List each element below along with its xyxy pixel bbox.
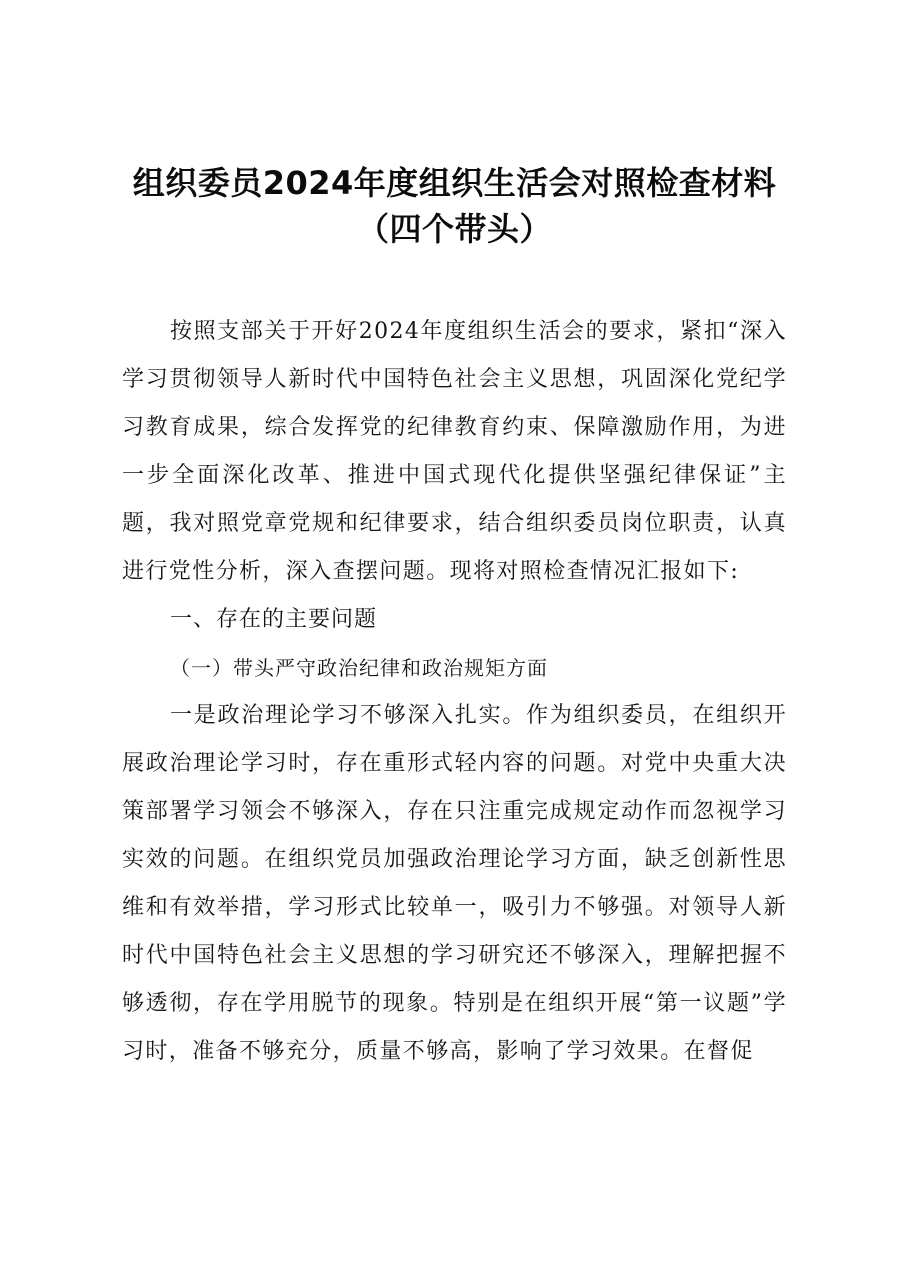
document-title xyxy=(0,160,909,252)
subsection-heading-political-discipline: （一）带头严守政治纪律和政治规矩方面 xyxy=(170,656,548,680)
body-paragraph-theory-study: 一是政治理论学习不够深入扎实。作为组织委员，在组织开展政治理论学习时，存在重形式轻内容的问题。对党中央重大决策部署学习领会不够深入，存在只注重完成规定动作而忽视学习实效的问题。在组织党员加强政治理论学习方面，缺乏创新性思维和有效举措，学习形式比较单一，吸引力不够强。对领导人新时代中国特色社会主义思想的学习研究还不够深入，理解把握不够透彻，存在学用脱节的现象。特别是在组织开展“第一议题”学习时，准备不够充分，质量不够高，影响了学习效果。在督促 xyxy=(122,703,787,1064)
section-heading-problems: 一、存在的主要问题 xyxy=(170,607,378,632)
title-line-2: （四个带头） xyxy=(356,210,552,248)
document-body xyxy=(122,308,787,1076)
title-line-1: 组织委员2024年度组织生活会对照检查材料 xyxy=(132,164,777,202)
intro-paragraph: 按照支部关于开好2024年度组织生活会的要求，紧扣“深入学习贯彻领导人新时代中国特色社会主义思想，巩固深化党纪学习教育成果，综合发挥党的纪律教育约束、保障激励作用，为进一步全面深化改革、推进中国式现代化提供坚强纪律保证”主题，我对照党章党规和纪律要求，结合组织委员岗位职责，认真进行党性分析，深入查摆问题。现将对照检查情况汇报如下: xyxy=(122,319,787,584)
